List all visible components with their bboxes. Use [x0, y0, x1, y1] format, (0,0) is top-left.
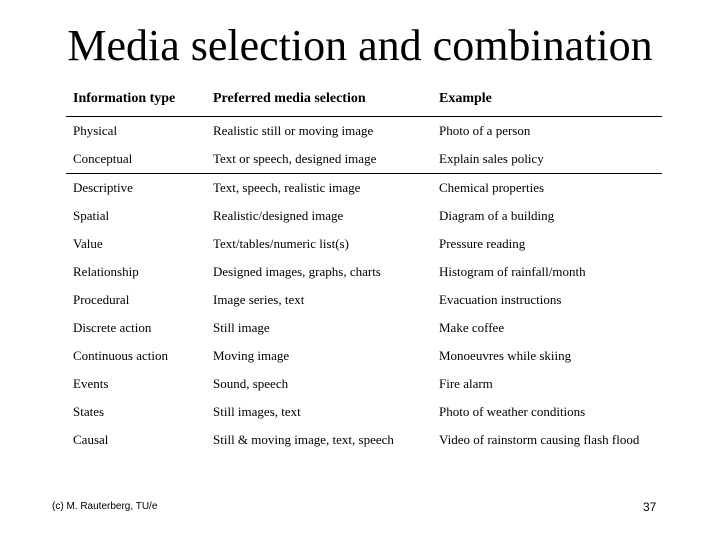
table-row	[66, 370, 662, 398]
slide-title: Media selection and combination	[67, 21, 653, 70]
cell-information-type: Procedural	[73, 292, 130, 307]
cell-media-selection: Image series, text	[213, 292, 305, 307]
cell-example: Photo of a person	[439, 123, 531, 138]
cell-example: Video of rainstorm causing flash flood	[439, 432, 640, 447]
copyright-footer: (c) M. Rauterberg, TU/e	[52, 501, 158, 512]
table-row	[66, 398, 662, 426]
cell-media-selection: Moving image	[213, 348, 290, 363]
cell-information-type: Value	[73, 236, 103, 251]
cell-media-selection: Realistic/designed image	[213, 208, 344, 223]
cell-media-selection: Text or speech, designed image	[213, 151, 377, 166]
cell-information-type: Causal	[73, 432, 109, 447]
table-row	[66, 230, 662, 258]
cell-information-type: States	[73, 404, 105, 419]
cell-media-selection: Sound, speech	[213, 376, 289, 391]
cell-media-selection: Text/tables/numeric list(s)	[213, 236, 349, 251]
cell-information-type: Events	[73, 376, 109, 391]
cell-example: Make coffee	[439, 320, 505, 335]
table-row	[66, 314, 662, 342]
header-example: Example	[439, 91, 492, 106]
cell-example: Evacuation instructions	[439, 292, 562, 307]
table-row	[66, 174, 662, 202]
table-row	[66, 145, 662, 174]
cell-example: Histogram of rainfall/month	[439, 264, 586, 279]
cell-example: Monoeuvres while skiing	[439, 348, 572, 363]
table-row	[66, 258, 662, 286]
header-information-type: Information type	[73, 91, 176, 106]
cell-media-selection: Still image	[213, 320, 270, 335]
table-row	[66, 426, 662, 454]
table-row	[66, 286, 662, 314]
table-row	[66, 117, 662, 145]
cell-media-selection: Realistic still or moving image	[213, 123, 374, 138]
cell-information-type: Relationship	[73, 264, 139, 279]
cell-example: Explain sales policy	[439, 151, 544, 166]
header-preferred-media: Preferred media selection	[213, 91, 366, 106]
table-row	[66, 342, 662, 370]
cell-example: Chemical properties	[439, 180, 545, 195]
cell-information-type: Physical	[73, 123, 118, 138]
cell-information-type: Descriptive	[73, 180, 133, 195]
cell-media-selection: Text, speech, realistic image	[213, 180, 361, 195]
cell-media-selection: Still & moving image, text, speech	[213, 432, 394, 447]
cell-media-selection: Still images, text	[213, 404, 301, 419]
cell-example: Pressure reading	[439, 236, 526, 251]
cell-example: Diagram of a building	[439, 208, 555, 223]
cell-example: Fire alarm	[439, 376, 493, 391]
cell-information-type: Spatial	[73, 208, 110, 223]
cell-information-type: Discrete action	[73, 320, 152, 335]
cell-example: Photo of weather conditions	[439, 404, 586, 419]
media-table	[66, 86, 662, 454]
cell-information-type: Continuous action	[73, 348, 168, 363]
page-number: 37	[643, 500, 657, 514]
cell-information-type: Conceptual	[73, 151, 133, 166]
cell-media-selection: Designed images, graphs, charts	[213, 264, 381, 279]
table-row	[66, 202, 662, 230]
table-header	[66, 86, 662, 117]
